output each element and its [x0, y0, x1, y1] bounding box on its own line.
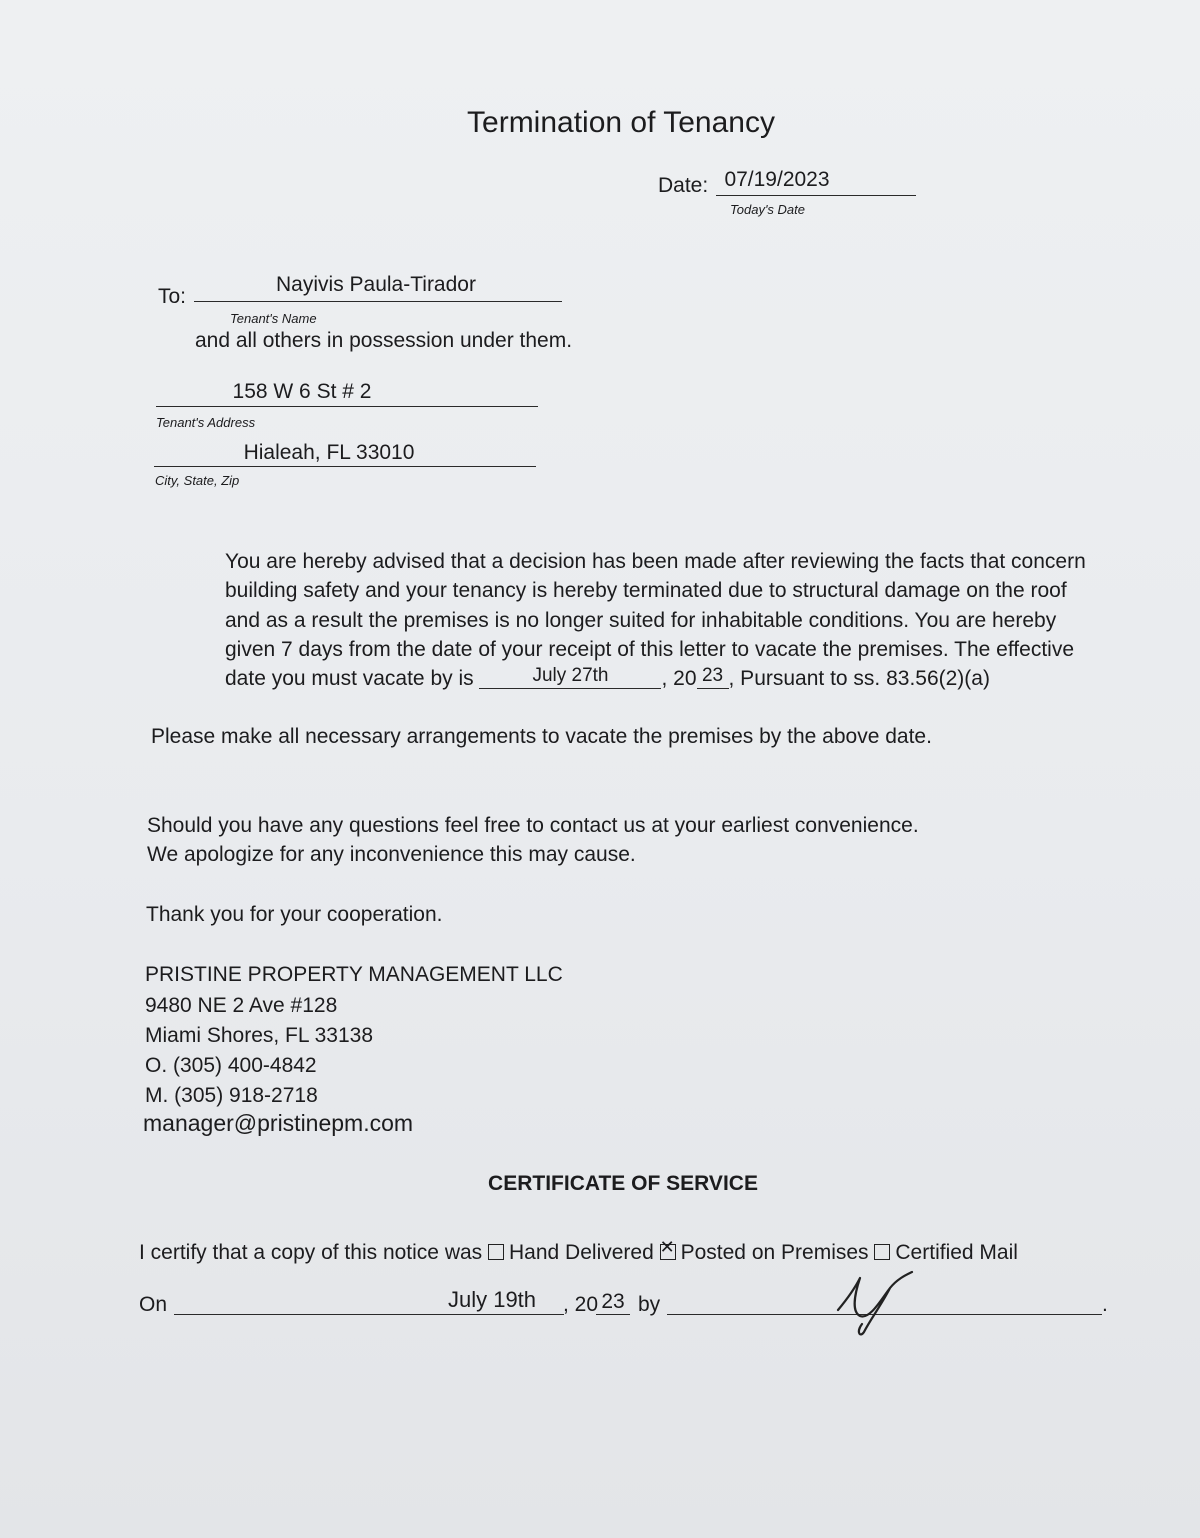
tenant-city-state-zip: Hialeah, FL 33010 — [243, 441, 415, 464]
arrangements-text: Please make all necessary arrangements to vacate the premises by the above date. — [151, 725, 932, 748]
posted-on-premises-label: Posted on Premises — [680, 1241, 869, 1264]
date-caption: Today's Date — [730, 202, 805, 217]
service-year: 23 — [601, 1290, 625, 1313]
to-label: To: — [158, 285, 187, 308]
company-email: manager@pristinepm.com — [143, 1110, 414, 1136]
option-hand-delivered — [488, 1241, 654, 1264]
vacate-year-line — [697, 664, 729, 689]
questions-text: Should you have any questions feel free to contact us at your earliest convenience. — [147, 814, 919, 837]
notice-text: You are hereby advised that a decision has been made after reviewing the facts that concern building safety and your tenancy is hereby terminated due to structural damage on the roof and as a result the premises is no longer suited for inhabitable conditions. You are hereby given 7 days from the date of your receipt of this letter to vacate the premises. The effective date you must vacate by is — [225, 550, 1086, 691]
tenant-name-caption: Tenant's Name — [230, 311, 317, 326]
company-office-phone: O. (305) 400-4842 — [145, 1054, 317, 1077]
company-address-1: 9480 NE 2 Ave #128 — [145, 994, 338, 1017]
vacate-year: 23 — [701, 665, 724, 687]
certify-line — [139, 1241, 1018, 1265]
by-label: by — [638, 1293, 661, 1316]
hand-delivered-label: Hand Delivered — [509, 1241, 654, 1264]
service-date: July 19th — [447, 1287, 537, 1312]
others-in-possession: and all others in possession under them. — [195, 329, 573, 352]
vacate-year-prefix: , 20 — [661, 667, 697, 691]
hand-delivered-checkbox — [488, 1244, 504, 1260]
vacate-date: July 27th — [532, 665, 609, 687]
tenant-address: 158 W 6 St # 2 — [232, 380, 372, 403]
signature-drawing — [830, 1268, 920, 1338]
certificate-heading: CERTIFICATE OF SERVICE — [488, 1172, 758, 1195]
tenant-name: Nayivis Paula-Tirador — [276, 273, 476, 296]
pursuant-text: , Pursuant to ss. 83.56(2)(a) — [728, 667, 990, 691]
certified-mail-label: Certified Mail — [895, 1241, 1018, 1264]
company-address-2: Miami Shores, FL 33138 — [145, 1024, 373, 1047]
thanks-text: Thank you for your cooperation. — [146, 903, 443, 926]
vacate-date-line — [479, 664, 661, 689]
date-label: Date: — [658, 174, 709, 197]
service-year-prefix: , 20 — [563, 1293, 599, 1316]
on-label: On — [139, 1293, 168, 1316]
city-caption: City, State, Zip — [155, 473, 240, 488]
tenant-address-caption: Tenant's Address — [156, 415, 256, 430]
signature-end-mark: . — [1102, 1293, 1108, 1316]
option-posted-on-premises — [660, 1241, 869, 1264]
notice-paragraph — [151, 547, 1101, 693]
option-certified-mail — [874, 1241, 1018, 1264]
date-value: 07/19/2023 — [724, 168, 830, 191]
company-mobile-phone: M. (305) 918-2718 — [145, 1084, 318, 1107]
posted-on-premises-checkbox — [660, 1244, 676, 1260]
apology-text: We apologize for any inconvenience this may cause. — [147, 843, 636, 866]
certified-mail-checkbox — [874, 1244, 890, 1260]
document-title: Termination of Tenancy — [467, 106, 775, 139]
certify-intro: I certify that a copy of this notice was — [139, 1241, 483, 1264]
company-name: PRISTINE PROPERTY MANAGEMENT LLC — [145, 963, 563, 986]
